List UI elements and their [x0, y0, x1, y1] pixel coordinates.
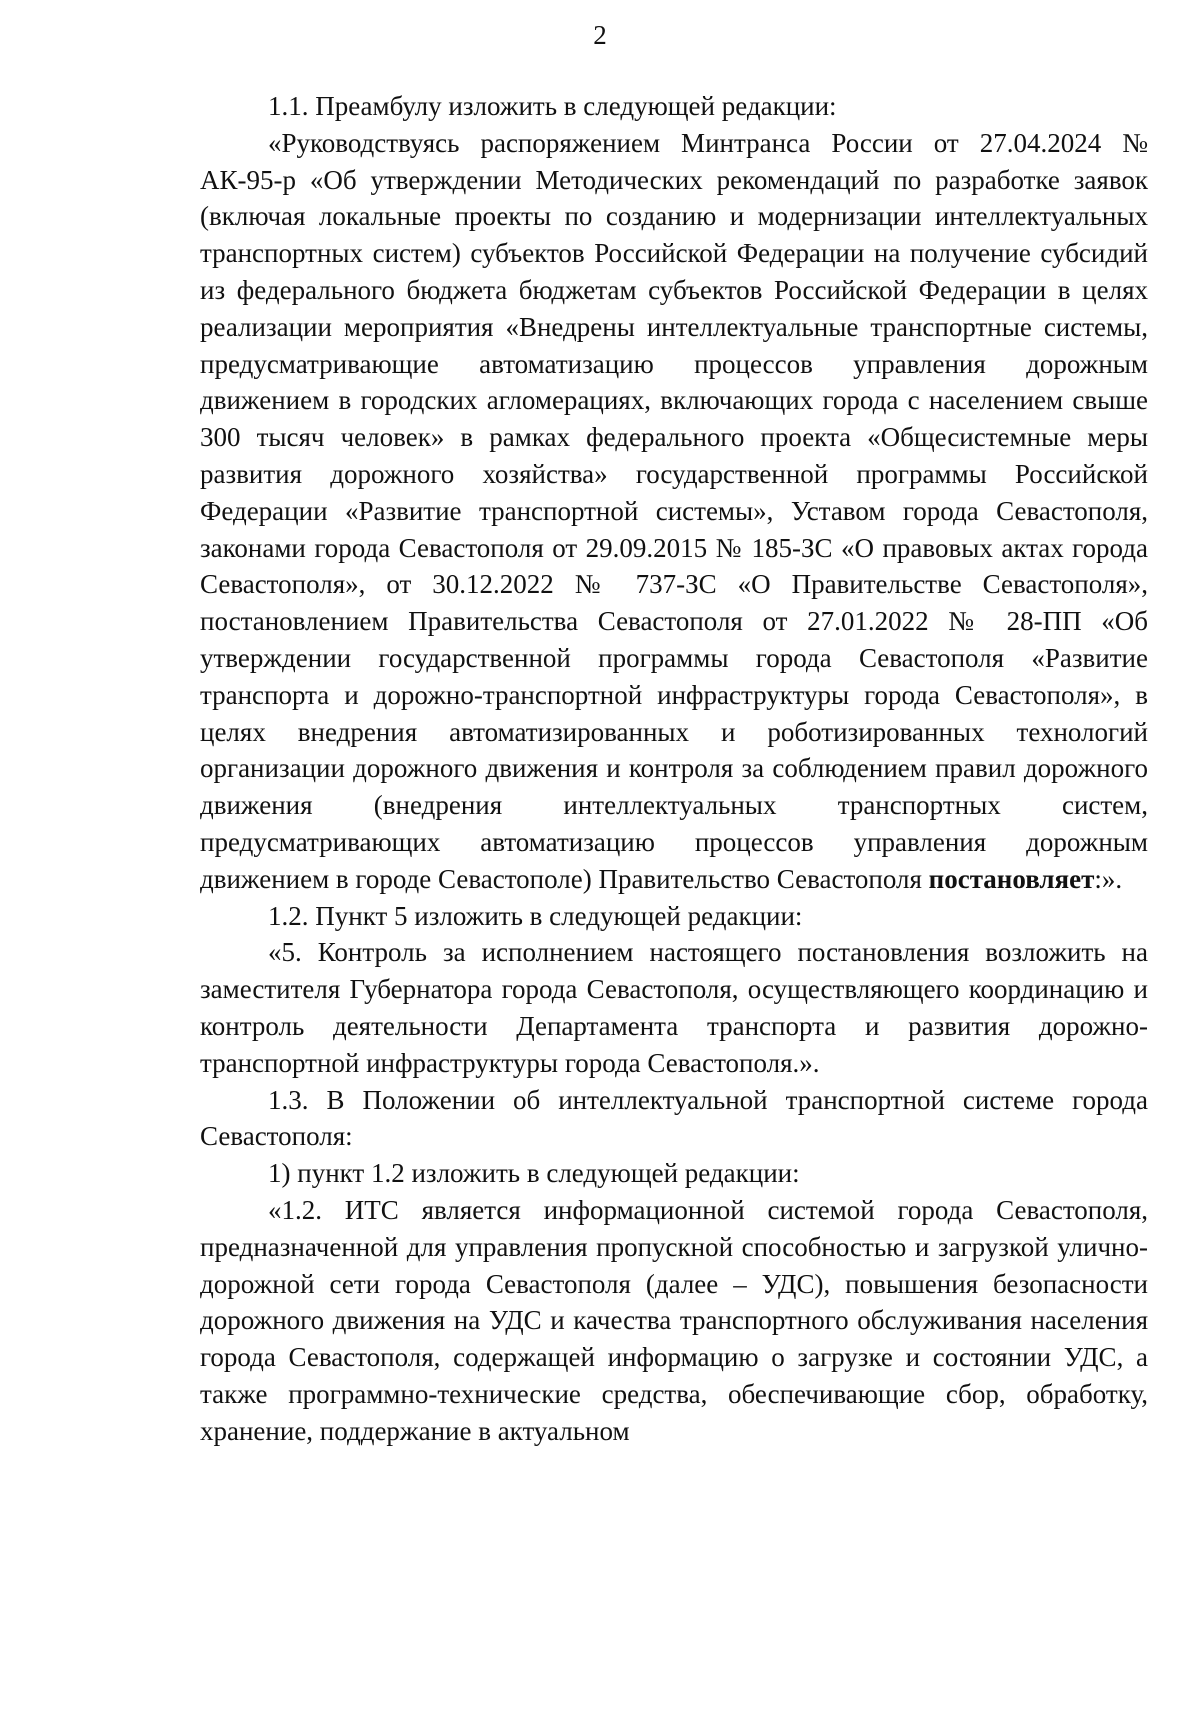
paragraph-1-1-heading: [200, 88, 1148, 125]
paragraph-text: 1) пункт 1.2 изложить в следующей редакции:: [268, 1158, 800, 1189]
page-number: 2: [593, 20, 607, 50]
paragraph-1-2-heading: [200, 898, 1148, 935]
paragraph-preamble: [200, 125, 1148, 898]
paragraph-text: «1.2. ИТС является информационной системой города Севастополя, предназначенной для управления пропускной способностью и загрузкой улично-дорожной сети города Севастополя (далее – УДС), повышения безопасности дорожного движения на УДС и качества транспортного обслуживания населения города Севастополя, содержащей информацию о загрузке и состоянии УДС, а также программно-технические средства, обеспечивающие сбор, обработку, хранение, поддержание в актуальном: [200, 1194, 1148, 1446]
bold-keyword: постановляет: [928, 863, 1095, 894]
paragraph-point-5: [200, 934, 1148, 1081]
document-body: [200, 88, 1148, 1449]
paragraph-1-3-heading: [200, 1082, 1148, 1156]
paragraph-text: «Руководствуясь распоряжением Минтранса России от 27.04.2024 № АК-95-р «Об утверждении Методических рекомендаций по разработке заявок (включая локальные проекты по созданию и модернизации интеллектуальных транспортных систем) субъектов Российской Федерации на получение субсидий из федерального бюджета бюджетам субъектов Российской Федерации в целях реализации мероприятия «Внедрены интеллектуальные транспортные системы, предусматривающие автоматизацию процессов управления дорожным движением в городских агломерациях, включающих города с населением свыше 300 тысяч человек» в рамках федерального проекта «Общесистемные меры развития дорожного хозяйства» государственной программы Российской Федерации «Развитие транспортной системы», Уставом города Севастополя, законами города Севастополя от 29.09.2015 № 185-ЗС «О правовых актах города Севастополя», от 30.12.2022 № 737-ЗС «О Правительстве Севастополя», постановлением Правительства Севастополя от 27.01.2022 № 28-ПП «Об утверждении государственной программы города Севастополя «Развитие транспорта и дорожно-транспортной инфраструктуры города Севастополя», в целях внедрения автоматизированных и роботизированных технологий организации дорожного движения и контроля за соблюдением правил дорожного движения (внедрения интеллектуальных транспортных систем, предусматривающих автоматизацию процессов управления дорожным движением в городе Севастополе) Правительство Севастополя: [200, 127, 1148, 894]
paragraph-tail: :».: [1094, 863, 1123, 894]
paragraph-subpoint-1: [200, 1155, 1148, 1192]
paragraph-text: 1.2. Пункт 5 изложить в следующей редакции:: [268, 900, 803, 931]
paragraph-point-1-2: [200, 1192, 1148, 1450]
paragraph-text: «5. Контроль за исполнением настоящего постановления возложить на заместителя Губернатора города Севастополя, осуществляющего координацию и контроль деятельности Департамента транспорта и развития дорожно-транспортной инфраструктуры города Севастополя.».: [200, 937, 1148, 1078]
paragraph-text: 1.1. Преамбулу изложить в следующей редакции:: [268, 91, 837, 121]
paragraph-text: 1.3. В Положении об интеллектуальной транспортной системе города Севастополя:: [200, 1084, 1148, 1152]
